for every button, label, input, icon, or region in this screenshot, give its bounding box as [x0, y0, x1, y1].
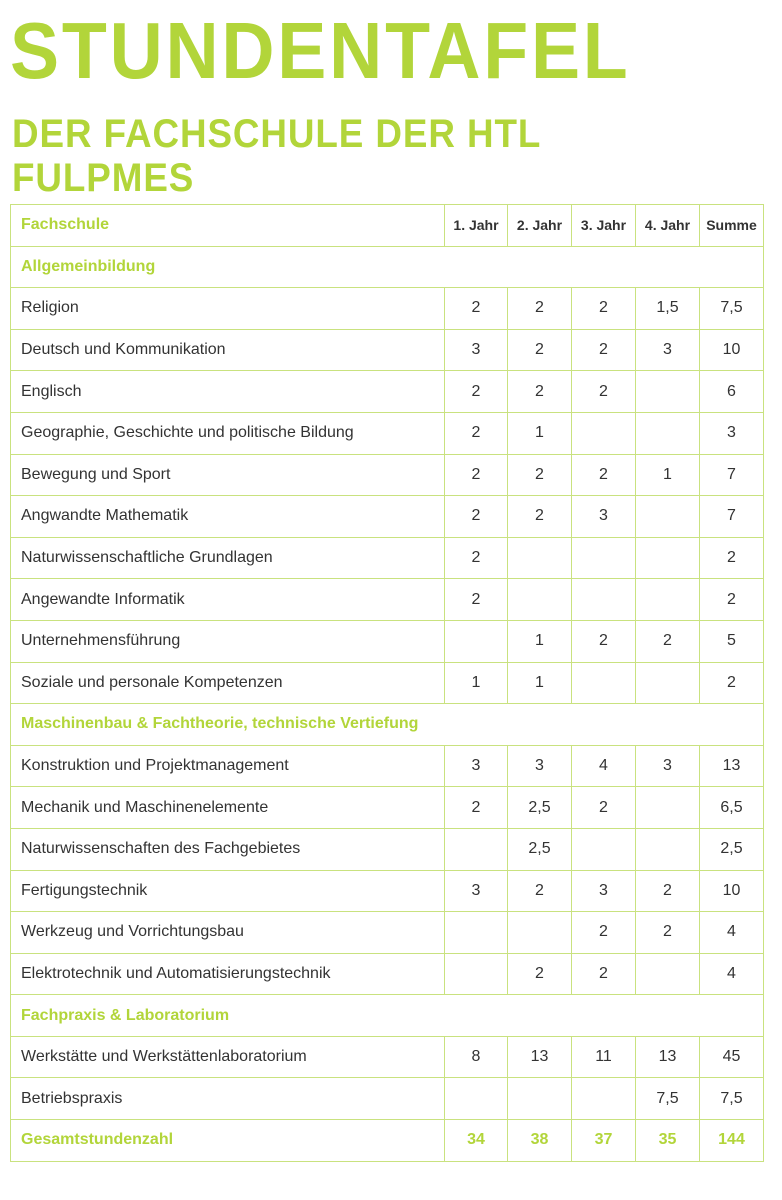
- year-1-cell: 2: [445, 787, 508, 829]
- header-year-1: 1. Jahr: [445, 205, 508, 247]
- subject-label: Angewandte Informatik: [11, 579, 445, 621]
- year-2-cell: 2: [508, 288, 572, 330]
- summe-cell: 2: [700, 662, 764, 704]
- year-2-cell: 1: [508, 620, 572, 662]
- year-3-cell: [572, 537, 636, 579]
- subject-label: Werkzeug und Vorrichtungsbau: [11, 912, 445, 954]
- year-1-cell: 2: [445, 496, 508, 538]
- year-3-cell: [572, 412, 636, 454]
- table-row: [11, 1036, 764, 1078]
- year-2-cell: 2: [508, 454, 572, 496]
- year-4-cell: 35: [636, 1120, 700, 1162]
- year-2-cell: 13: [508, 1036, 572, 1078]
- table-row: [11, 953, 764, 995]
- table-row: [11, 454, 764, 496]
- year-3-cell: 2: [572, 371, 636, 413]
- year-1-cell: [445, 828, 508, 870]
- year-3-cell: 3: [572, 496, 636, 538]
- year-2-cell: 3: [508, 745, 572, 787]
- section-row: [11, 995, 764, 1037]
- year-3-cell: 4: [572, 745, 636, 787]
- year-2-cell: 2: [508, 329, 572, 371]
- year-4-cell: 2: [636, 912, 700, 954]
- year-4-cell: [636, 371, 700, 413]
- year-3-cell: [572, 1078, 636, 1120]
- year-3-cell: [572, 828, 636, 870]
- year-2-cell: 2,5: [508, 787, 572, 829]
- year-1-cell: [445, 620, 508, 662]
- year-1-cell: [445, 953, 508, 995]
- year-2-cell: 2: [508, 496, 572, 538]
- section-label: Fachpraxis & Laboratorium: [11, 995, 764, 1037]
- year-4-cell: 3: [636, 745, 700, 787]
- summe-cell: 5: [700, 620, 764, 662]
- year-4-cell: [636, 537, 700, 579]
- year-4-cell: 13: [636, 1036, 700, 1078]
- header-year-3: 3. Jahr: [572, 205, 636, 247]
- subject-label: Konstruktion und Projektmanagement: [11, 745, 445, 787]
- subject-label: Religion: [11, 288, 445, 330]
- section-row: [11, 704, 764, 746]
- year-4-cell: [636, 828, 700, 870]
- year-4-cell: [636, 496, 700, 538]
- year-3-cell: 11: [572, 1036, 636, 1078]
- summe-cell: 7,5: [700, 288, 764, 330]
- subject-label: Werkstätte und Werkstättenlaboratorium: [11, 1036, 445, 1078]
- summe-cell: 6,5: [700, 787, 764, 829]
- summe-cell: 4: [700, 912, 764, 954]
- year-4-cell: [636, 953, 700, 995]
- year-2-cell: [508, 912, 572, 954]
- year-3-cell: 37: [572, 1120, 636, 1162]
- table-row: [11, 288, 764, 330]
- summe-cell: 2: [700, 579, 764, 621]
- section-label: Allgemeinbildung: [11, 246, 764, 288]
- year-3-cell: 3: [572, 870, 636, 912]
- year-3-cell: 2: [572, 912, 636, 954]
- year-2-cell: 1: [508, 412, 572, 454]
- table-row: [11, 620, 764, 662]
- subject-label: Angwandte Mathematik: [11, 496, 445, 538]
- summe-cell: 144: [700, 1120, 764, 1162]
- subject-label: Naturwissenschaftliche Grundlagen: [11, 537, 445, 579]
- table-row: [11, 745, 764, 787]
- year-1-cell: 2: [445, 537, 508, 579]
- subject-label: Unternehmensführung: [11, 620, 445, 662]
- summe-cell: 10: [700, 329, 764, 371]
- year-3-cell: [572, 579, 636, 621]
- page-subtitle: DER FACHSCHULE DER HTL FULPMES: [12, 112, 541, 200]
- table-row: [11, 870, 764, 912]
- summe-cell: 7: [700, 496, 764, 538]
- year-4-cell: 7,5: [636, 1078, 700, 1120]
- year-2-cell: 38: [508, 1120, 572, 1162]
- table-header-row: [11, 205, 764, 247]
- header-summe: Summe: [700, 205, 764, 247]
- total-label: Gesamtstundenzahl: [11, 1120, 445, 1162]
- summe-cell: 10: [700, 870, 764, 912]
- year-4-cell: 1,5: [636, 288, 700, 330]
- header-year-2: 2. Jahr: [508, 205, 572, 247]
- year-3-cell: 2: [572, 787, 636, 829]
- summe-cell: 7: [700, 454, 764, 496]
- year-1-cell: 2: [445, 412, 508, 454]
- year-1-cell: [445, 1078, 508, 1120]
- header-year-4: 4. Jahr: [636, 205, 700, 247]
- section-row: [11, 246, 764, 288]
- year-2-cell: [508, 1078, 572, 1120]
- subject-label: Soziale und personale Kompetenzen: [11, 662, 445, 704]
- summe-cell: 2,5: [700, 828, 764, 870]
- year-4-cell: [636, 579, 700, 621]
- subject-label: Fertigungstechnik: [11, 870, 445, 912]
- year-2-cell: 2: [508, 371, 572, 413]
- subject-label: Mechanik und Maschinenelemente: [11, 787, 445, 829]
- year-2-cell: [508, 579, 572, 621]
- total-row: [11, 1120, 764, 1162]
- year-4-cell: [636, 412, 700, 454]
- table-row: [11, 371, 764, 413]
- table-row: [11, 537, 764, 579]
- summe-cell: 6: [700, 371, 764, 413]
- year-1-cell: [445, 912, 508, 954]
- header-fachschule: Fachschule: [11, 205, 445, 247]
- year-1-cell: 2: [445, 371, 508, 413]
- subject-label: Deutsch und Kommunikation: [11, 329, 445, 371]
- table-row: [11, 912, 764, 954]
- table-body: [11, 246, 764, 1161]
- page-title: STUNDENTAFEL: [10, 6, 631, 95]
- year-1-cell: 2: [445, 288, 508, 330]
- summe-cell: 4: [700, 953, 764, 995]
- year-3-cell: 2: [572, 454, 636, 496]
- year-1-cell: 3: [445, 745, 508, 787]
- year-1-cell: 34: [445, 1120, 508, 1162]
- table-row: [11, 496, 764, 538]
- year-1-cell: 2: [445, 454, 508, 496]
- summe-cell: 7,5: [700, 1078, 764, 1120]
- year-3-cell: [572, 662, 636, 704]
- year-1-cell: 3: [445, 870, 508, 912]
- table-row: [11, 828, 764, 870]
- subject-label: Geographie, Geschichte und politische Bildung: [11, 412, 445, 454]
- table-row: [11, 329, 764, 371]
- subject-label: Betriebspraxis: [11, 1078, 445, 1120]
- year-2-cell: 1: [508, 662, 572, 704]
- summe-cell: 3: [700, 412, 764, 454]
- table-row: [11, 787, 764, 829]
- year-1-cell: 1: [445, 662, 508, 704]
- year-4-cell: 3: [636, 329, 700, 371]
- year-2-cell: [508, 537, 572, 579]
- year-3-cell: 2: [572, 288, 636, 330]
- subject-label: Englisch: [11, 371, 445, 413]
- year-3-cell: 2: [572, 953, 636, 995]
- subject-label: Elektrotechnik und Automatisierungstechnik: [11, 953, 445, 995]
- year-2-cell: 2: [508, 870, 572, 912]
- year-4-cell: [636, 662, 700, 704]
- year-2-cell: 2: [508, 953, 572, 995]
- year-1-cell: 8: [445, 1036, 508, 1078]
- year-1-cell: 3: [445, 329, 508, 371]
- summe-cell: 2: [700, 537, 764, 579]
- table-row: [11, 412, 764, 454]
- table-row: [11, 1078, 764, 1120]
- summe-cell: 13: [700, 745, 764, 787]
- year-3-cell: 2: [572, 329, 636, 371]
- section-label: Maschinenbau & Fachtheorie, technische Vertiefung: [11, 704, 764, 746]
- table-row: [11, 662, 764, 704]
- year-1-cell: 2: [445, 579, 508, 621]
- summe-cell: 45: [700, 1036, 764, 1078]
- year-4-cell: 2: [636, 870, 700, 912]
- subject-label: Bewegung und Sport: [11, 454, 445, 496]
- year-2-cell: 2,5: [508, 828, 572, 870]
- year-3-cell: 2: [572, 620, 636, 662]
- year-4-cell: 1: [636, 454, 700, 496]
- table-row: [11, 579, 764, 621]
- year-4-cell: [636, 787, 700, 829]
- year-4-cell: 2: [636, 620, 700, 662]
- subject-label: Naturwissenschaften des Fachgebietes: [11, 828, 445, 870]
- schedule-table: [10, 204, 764, 1162]
